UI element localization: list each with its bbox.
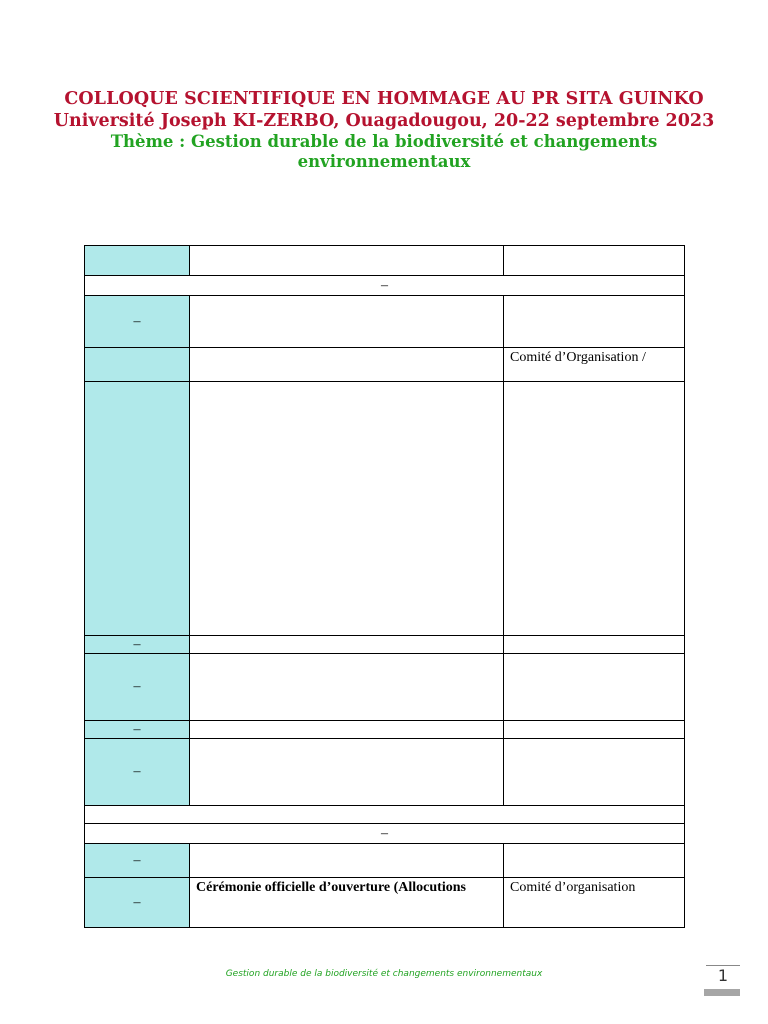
table-row [85,739,685,806]
responsible-text: Comité d’Organisation / [510,350,646,365]
spacer-cell [85,806,685,824]
table-row [85,878,685,928]
time-cell [85,382,190,636]
time-cell: – [85,844,190,878]
responsible-cell [504,296,685,348]
responsible-cell [504,246,685,276]
table-row [85,348,685,382]
activity-cell [190,382,504,636]
responsible-cell [504,654,685,721]
table-row [85,246,685,276]
day-row [85,276,685,296]
time-cell: – [85,878,190,928]
activity-cell [190,296,504,348]
day-row [85,824,685,844]
time-cell [85,348,190,382]
activity-cell [190,721,504,739]
time-cell: – [85,721,190,739]
colloque-title: COLLOQUE SCIENTIFIQUE EN HOMMAGE AU PR SITA GUINKO [64,89,704,109]
table-row [85,721,685,739]
theme-line: Thème : Gestion durable de la biodiversité et changements environnementaux [110,132,658,171]
time-cell [85,246,190,276]
responsible-cell [504,348,685,382]
responsible-cell [504,382,685,636]
time-cell: – [85,636,190,654]
responsible-cell [504,636,685,654]
day-heading: – [85,276,685,296]
responsible-cell [504,878,685,928]
responsible-cell [504,844,685,878]
venue-dates: Université Joseph KI-ZERBO, Ouagadougou, 20-22 septembre 2023 [53,111,715,131]
day-heading: – [85,824,685,844]
time-cell: – [85,739,190,806]
time-cell: – [85,654,190,721]
responsible-text: Comité d’organisation [510,880,636,895]
responsible-cell [504,739,685,806]
table-row [85,844,685,878]
responsible-cell [504,721,685,739]
table-row [85,636,685,654]
table-row [85,382,685,636]
activity-cell [190,844,504,878]
program-table [84,245,685,928]
activity-cell [190,348,504,382]
activity-cell [190,878,504,928]
activity-cell [190,739,504,806]
time-cell: – [85,296,190,348]
activity-cell [190,654,504,721]
table-row [85,296,685,348]
footer-theme: Gestion durable de la biodiversité et changements environnementaux [225,969,543,979]
table-row [85,654,685,721]
activity-cell [190,636,504,654]
document-header [0,88,768,172]
spacer-row [85,806,685,824]
page-number-bar [704,989,740,996]
ceremony-text: Cérémonie officielle d’ouverture (Allocutions [196,880,466,895]
activity-cell [190,246,504,276]
page-number: 1 [706,965,740,985]
